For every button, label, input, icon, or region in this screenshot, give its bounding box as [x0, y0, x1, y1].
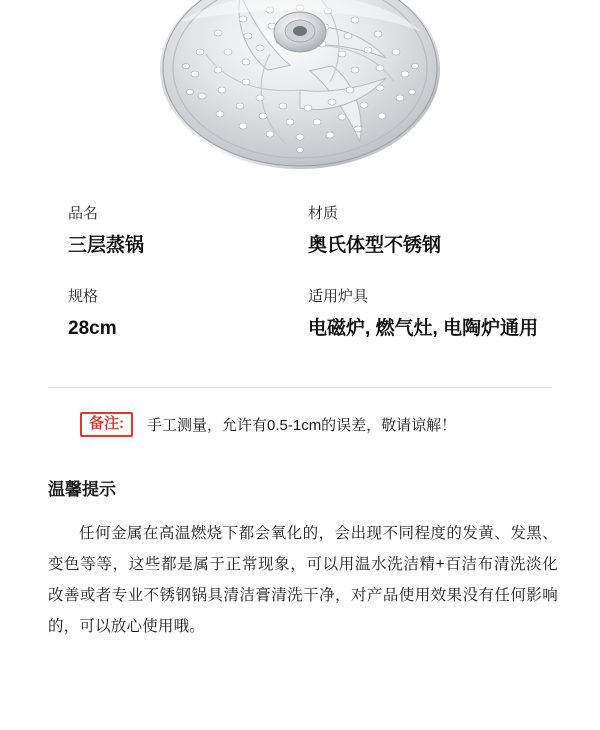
spec-cell-cooktop [308, 288, 548, 318]
spec-cell-size-value [68, 318, 308, 371]
spec-cell-material-value [308, 235, 548, 288]
spec-label-name: 品名 [68, 205, 99, 222]
note-badge: 备注: [80, 412, 133, 438]
spec-cell-name-value [68, 235, 308, 288]
spec-label-cooktop: 适用炉具 [308, 287, 369, 305]
tips-title: 温馨提示 [48, 480, 116, 500]
spec-value-cooktop: 电磁炉, 燃气灶, 电陶炉通用 [308, 317, 539, 339]
spec-label-size: 规格 [68, 287, 99, 305]
spec-cell-material [308, 205, 548, 235]
note-row [80, 412, 600, 438]
tips-body: 任何金属在高温燃烧下都会氧化的，会出现不同程度的发黄、发黑、变色等等，这些都是属于正常现象，可以用温水洗洁精+百洁布清洗淡化改善或者专业不锈钢锅具清洁膏清洗干净，对产品使用效果没有任何影响的，可以放心使用哦。 [48, 525, 558, 636]
spec-cell-cooktop-value [308, 318, 548, 371]
spec-row [0, 205, 600, 235]
note-text: 手工测量，允许有0.5-1cm的误差，敬请谅解！ [147, 416, 457, 434]
spec-row [0, 318, 600, 371]
spec-cell-size [68, 288, 308, 318]
spec-value-name: 三层蒸锅 [68, 235, 145, 256]
spec-value-size: 28cm [68, 317, 117, 339]
steamer-plate-illustration [150, 0, 450, 174]
spec-cell-name [68, 205, 308, 235]
spec-table [0, 175, 600, 371]
section-divider [48, 387, 552, 388]
spec-value-material: 奥氏体型不锈钢 [308, 235, 442, 256]
spec-row [0, 288, 600, 318]
spec-row [0, 235, 600, 288]
product-image [0, 0, 600, 175]
tips-section [48, 475, 558, 642]
spec-label-material: 材质 [308, 205, 339, 222]
